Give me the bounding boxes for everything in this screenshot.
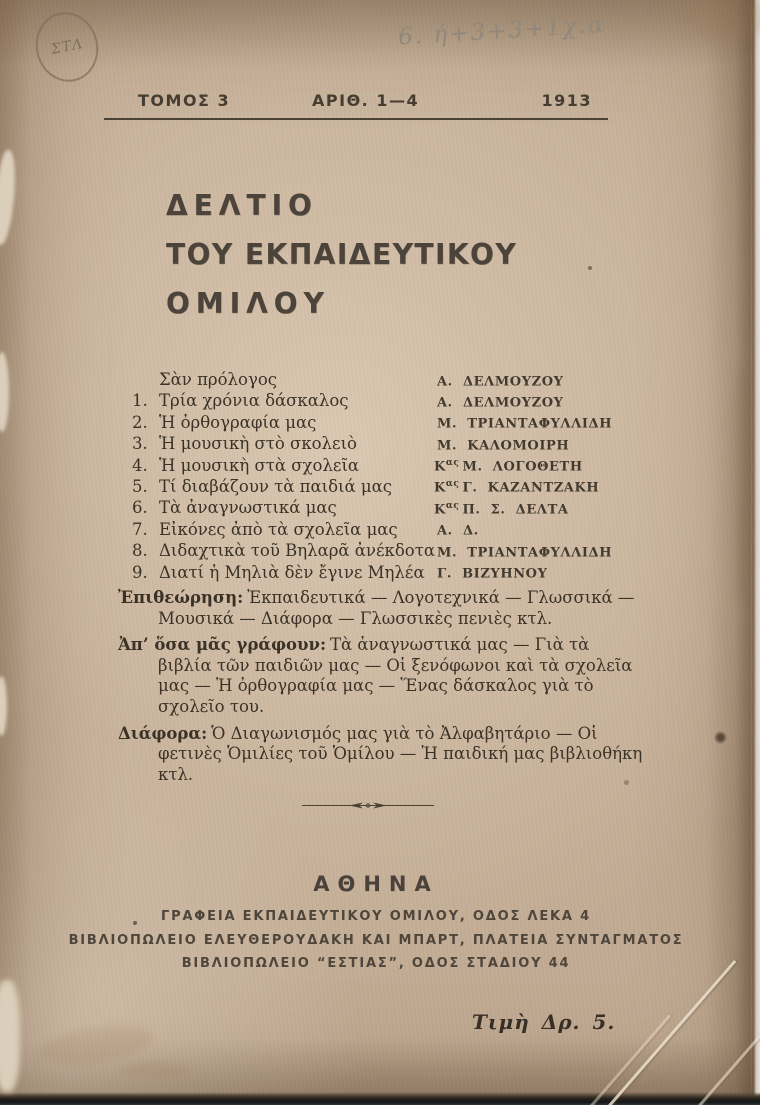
title-line-2: ΤΟΥ ΕΚΠΑΙΔΕΥΤΙΚΟΥ (166, 238, 518, 271)
rubric-text: Ἐκπαιδευτικά — Λογοτεχνικά — Γλωσσικά — Μουσικά — Διάφορα — Γλωσσικὲς πενιὲς κτλ. (158, 588, 635, 628)
toc-row (132, 391, 624, 412)
toc-row (132, 477, 624, 498)
paper-stain (120, 1062, 190, 1078)
toc-item-author: $K^{\alpha\varsigma}$ Μ. ΛΟΓΟΘΕΤΗ (434, 458, 583, 475)
rubric-paragraph (118, 588, 645, 629)
toc-item-author: Α. ΔΕΛΜΟΥΖΟΥ (437, 395, 564, 411)
toc-item-number: 8. (132, 541, 148, 561)
rubric-paragraph (118, 724, 645, 786)
toc-item-title: Τὰ ἀναγνωστικά μας (159, 498, 337, 518)
toc-item-title: Διδαχτικὰ τοῦ Βηλαρᾶ ἀνέκδοτα (159, 541, 435, 561)
library-stamp (28, 6, 105, 89)
toc-item-author: $K^{\alpha\varsigma}$ Γ. ΚΑΖΑΝΤΖΑΚΗ (434, 479, 600, 496)
imprint-city: ΑΘΗΝΑ (313, 872, 439, 896)
ornamental-divider (302, 799, 434, 811)
scan-background-strip (751, 0, 760, 1105)
toc-item-author: Μ. ΤΡΙΑΝΤΑΦΥΛΛΙΔΗ (437, 416, 613, 432)
toc-row (132, 498, 624, 519)
toc-row (132, 520, 624, 541)
table-of-contents (132, 370, 624, 584)
issue-label: ΑΡΙΘ. 1—4 (312, 91, 420, 110)
toc-item-number: 5. (132, 476, 148, 496)
rubric-paragraph (118, 635, 645, 717)
volume-label: ΤΟΜΟΣ 3 (138, 91, 231, 110)
torn-edge (0, 149, 19, 245)
page-title (166, 181, 517, 328)
toc-item-title: Σὰν πρόλογος (159, 370, 277, 389)
library-stamp-text: ΣΤΛ (49, 36, 85, 58)
toc-row (132, 541, 624, 562)
toc-row (132, 456, 624, 477)
toc-item-number: 6. (132, 498, 148, 518)
imprint-line: ΓΡΑΦΕΙΑ ΕΚΠΑΙΔΕΥΤΙΚΟΥ ΟΜΙΛΟΥ, ΟΔΟΣ ΛΕΚΑ 4 (161, 909, 591, 924)
toc-item-title: Τί διαβάζουν τὰ παιδιά μας (159, 476, 392, 496)
toc-item-author: Γ. ΒΙΖΥΗΝΟΥ (437, 566, 548, 582)
torn-edge (0, 676, 7, 736)
toc-item-author: Μ. ΤΡΙΑΝΤΑΦΥΛΛΙΔΗ (437, 544, 613, 560)
paper-stain (688, 0, 760, 40)
imprint-address-block (0, 905, 752, 976)
toc-item-number: 2. (132, 412, 148, 432)
toc-item-title: Ἡ μουσικὴ στὸ σκολειὸ (159, 434, 357, 454)
rubric-label: Διάφορα: (118, 723, 208, 743)
title-line-3: ΟΜΙΛΟΥ (166, 287, 330, 320)
paper-stain (714, 731, 727, 744)
toc-item-title: Διατί ἡ Μηλιὰ δὲν ἔγινε Μηλέα (159, 562, 425, 582)
masthead (104, 84, 608, 120)
rubric-text: Ὁ Διαγωνισμός μας γιὰ τὸ Ἀλφαβητάριο — Οἱ φετινὲς Ὁμιλίες τοῦ Ὁμίλου — Ἡ παιδική μας βιβλιοθήκη κτλ. (158, 723, 643, 784)
rubric-label: Ἐπιθεώρηση: (118, 588, 244, 607)
toc-item-title: Εἰκόνες ἀπὸ τὰ σχολεῖα μας (159, 519, 398, 539)
toc-item-author: $K^{\alpha\varsigma}$ Π. Σ. ΔΕΛΤΑ (434, 500, 569, 518)
toc-item-author: Μ. ΚΑΛΟΜΟΙΡΗ (437, 438, 570, 453)
toc-item-number: 1. (132, 391, 148, 411)
paper-stain (733, 370, 751, 600)
toc-item-title: Ἡ ὀρθογραφία μας (159, 412, 317, 432)
toc-item-title: Τρία χρόνια δάσκαλος (159, 391, 349, 411)
toc-row (132, 563, 624, 584)
torn-edge (0, 352, 9, 432)
toc-row (132, 370, 624, 391)
divider-ornament-icon (348, 800, 388, 811)
imprint-line: ΒΙΒΛΙΟΠΩΛΕΙΟ ΕΛΕΥΘΕΡΟΥΔΑΚΗ ΚΑΙ ΜΠΑΡΤ, ΠΛΑΤΕΙΑ ΣΥΝΤΑΓΜΑΤΟΣ (68, 932, 684, 948)
title-line-1: ΔΕΛΤΙΟ (166, 189, 318, 222)
toc-item-author: Α. ΔΕΛΜΟΥΖΟΥ (437, 373, 564, 389)
toc-item-title: Ἡ μουσικὴ στὰ σχολεῖα (159, 455, 360, 475)
bottom-page-edge (0, 1092, 760, 1105)
toc-item-number: 9. (132, 562, 148, 582)
paper-stain (588, 266, 592, 270)
toc-row (132, 434, 624, 455)
torn-edge (0, 980, 20, 1092)
toc-item-author: Α. Δ. (437, 523, 479, 539)
rubric-sections (118, 588, 645, 791)
toc-item-number: 4. (132, 455, 148, 475)
rubric-text: Τὰ ἀναγνωστικά μας — Γιὰ τὰ βιβλία τῶν παιδιῶν μας — Οἱ ξενόφωνοι καὶ τὰ σχολεῖα μας — Ἡ ὀρθογραφία μας — Ἕνας δάσκαλος γιὰ τὸ σχολεῖο του. (158, 635, 633, 716)
toc-row (132, 413, 624, 434)
toc-item-number: 7. (132, 519, 148, 539)
year-label: 1913 (541, 91, 592, 110)
handwritten-note: 6. ή+3+3+1χ.α (397, 11, 607, 51)
rubric-label: Ἀπ’ ὅσα μᾶς γράφουν: (118, 635, 327, 655)
price-label: Τιμὴ Δρ. 5. (472, 1010, 616, 1034)
toc-item-number: 3. (132, 434, 148, 454)
imprint-line: ΒΙΒΛΙΟΠΩΛΕΙΟ “ΕΣΤΙΑΣ”, ΟΔΟΣ ΣΤΑΔΙΟΥ 44 (181, 956, 571, 971)
